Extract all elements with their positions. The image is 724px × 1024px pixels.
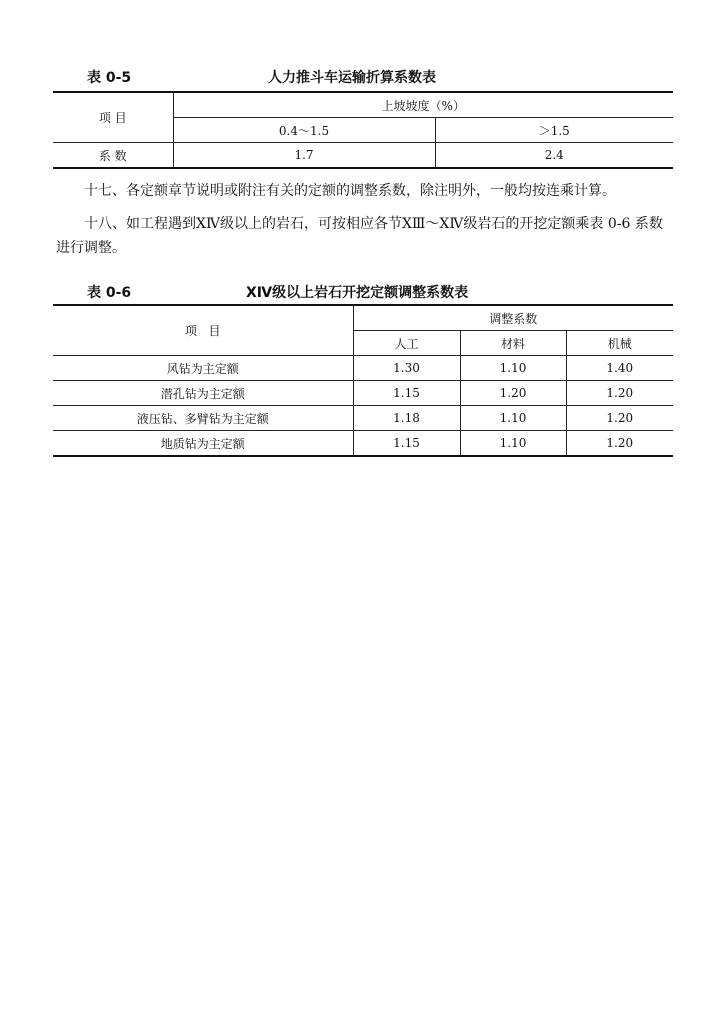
row-name: 地质钻为主定额 [53, 431, 353, 457]
table-row [53, 406, 673, 431]
coefficient-value-b: 2.4 [435, 143, 673, 169]
table-0-6-caption [53, 282, 673, 302]
paragraph-18: 十八、如工程遇到ⅩⅣ级以上的岩石，可按相应各节ⅩⅢ～ⅩⅣ级岩石的开挖定额乘表 0-6 系数进行调整。 [56, 216, 663, 256]
coefficient-header: 调整系数 [353, 305, 673, 331]
item-header-cell [53, 92, 173, 143]
table-title: ⅩⅣ级以上岩石开挖定额调整系数表 [246, 285, 469, 301]
paragraph-17: 十七、各定额章节说明或附注有关的定额的调整系数，除注明外，一般均按连乘计算。 [84, 183, 616, 199]
item-header: 项 目 [185, 324, 221, 338]
slope-coefficient-table [53, 91, 673, 169]
slope-range-a: 0.4～1.5 [173, 118, 435, 143]
table-row [53, 431, 673, 457]
machinery-value: 1.20 [566, 406, 673, 431]
slope-header: 上坡坡度（%） [381, 98, 465, 113]
machinery-value: 1.40 [566, 356, 673, 381]
item-header-cell [53, 305, 353, 356]
coefficient-row-label: 系 数 [53, 143, 173, 169]
coefficient-value-a: 1.7 [173, 143, 435, 169]
item-header: 项 目 [98, 111, 127, 125]
rock-excavation-coefficient-table [53, 304, 673, 457]
machinery-value: 1.20 [566, 381, 673, 406]
material-value: 1.10 [460, 406, 566, 431]
table-title: 人力推斗车运输折算系数表 [268, 70, 436, 86]
table-row [53, 356, 673, 381]
slope-range-b: ＞1.5 [435, 118, 673, 143]
column-header-labor: 人工 [353, 331, 460, 356]
labor-value: 1.15 [353, 381, 460, 406]
material-value: 1.20 [460, 381, 566, 406]
table-number: 表 0-6 [87, 285, 132, 301]
machinery-value: 1.20 [566, 431, 673, 457]
labor-value: 1.30 [353, 356, 460, 381]
row-name: 风钻为主定额 [53, 356, 353, 381]
slope-header-cell [173, 92, 673, 118]
table-0-5-caption [53, 67, 673, 87]
table-row [53, 381, 673, 406]
labor-value: 1.15 [353, 431, 460, 457]
material-value: 1.10 [460, 431, 566, 457]
row-name: 潜孔钻为主定额 [53, 381, 353, 406]
table-number: 表 0-5 [87, 70, 132, 86]
material-value: 1.10 [460, 356, 566, 381]
column-header-machinery: 机械 [566, 331, 673, 356]
labor-value: 1.18 [353, 406, 460, 431]
column-header-material: 材料 [460, 331, 566, 356]
row-name: 液压钻、多臂钻为主定额 [53, 406, 353, 431]
